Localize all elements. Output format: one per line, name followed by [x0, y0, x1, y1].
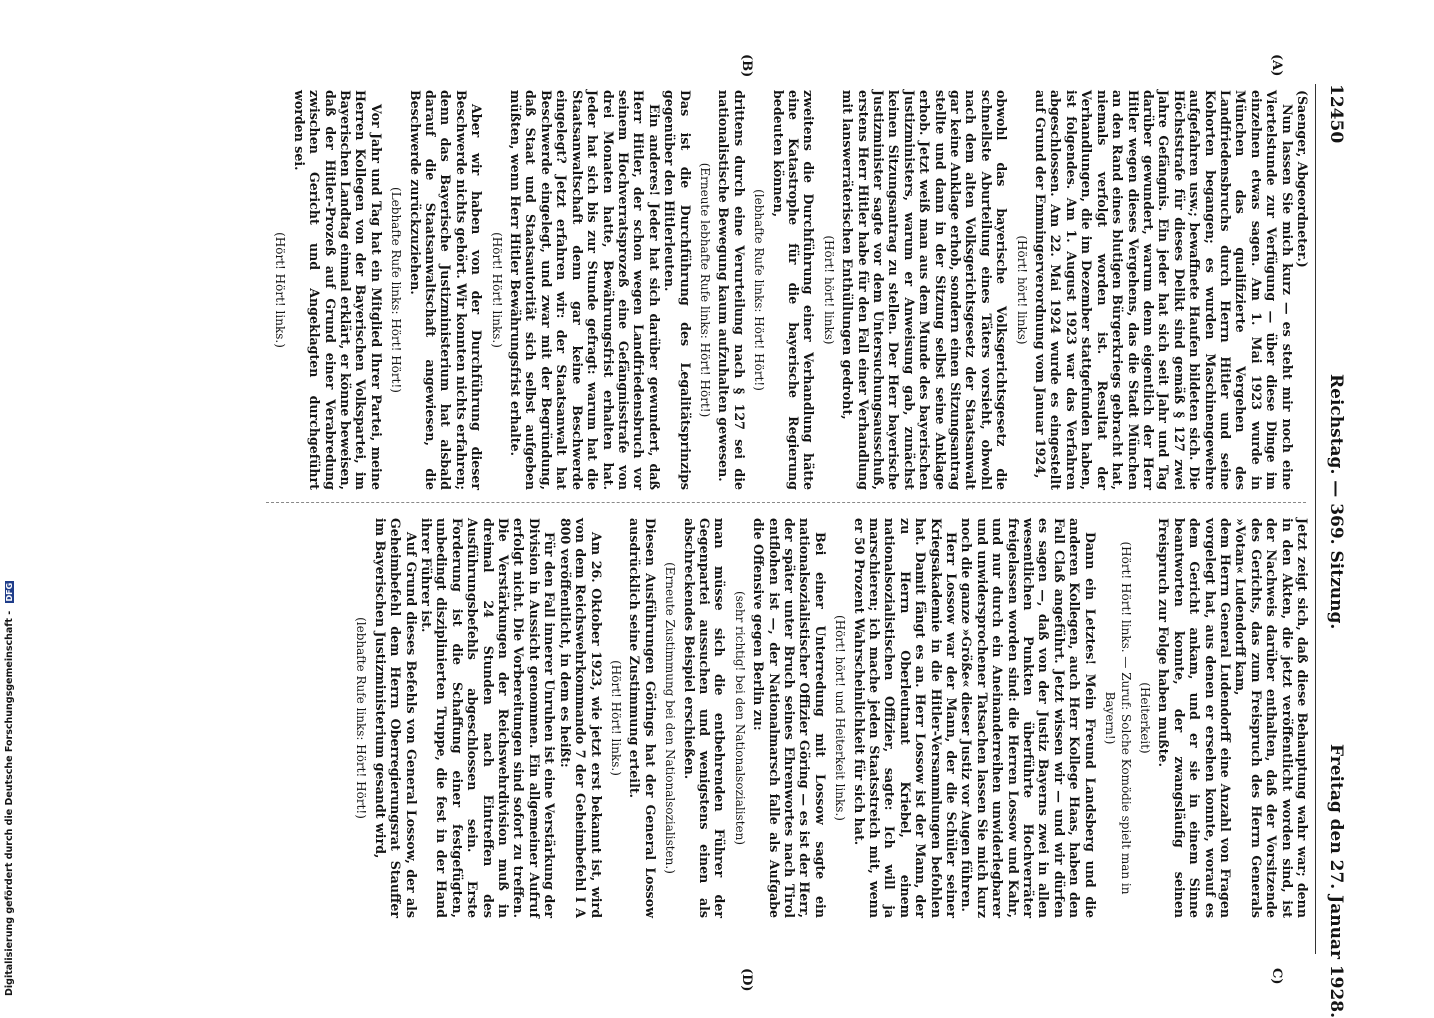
assembly-session: Reichstag. — 369. Sitzung.	[1326, 374, 1346, 630]
column-divider	[266, 502, 1306, 504]
right-paragraph: Herr Lossow war der Mann, der die Schüler seiner Kriegsakademie in die Hitler-Versammlungen befohlen hat. Damit fängt es an. Herr Lossow ist der Mann, der zu Herrn Oberleutnant Kriebel, einem nationalsozialistischen Offizier, sagte: Ich will ja marschieren; ich mache jeden Staatsstreich mit, wenn er 50 Prozent Wahrscheinlichkeit für sich hat.	[851, 518, 960, 918]
margin-marker-a: (A)	[1269, 54, 1284, 77]
right-interjection: (sehr richtig! bei den Nationalsozialisten)	[732, 590, 747, 846]
right-interjection: (Erneute Zustimmung bei den Nationalsozialisten.)	[663, 562, 678, 874]
left-interjection: (Hört! hört! links)	[821, 235, 836, 345]
left-interjection: (Erneute lebhafte Rufe links: Hört! Hört!)	[697, 162, 712, 418]
right-interjection: (Heiterkeit)	[1137, 682, 1152, 754]
right-paragraph: Bei einer Unterredung mit Lossow sagte ein nationalsozialistischer Offizier Göring — es ist der Herr, der später unter Bruch seines Ehrenwortes nach Tirol entflohen ist —, der Nationalmarsch falle als Aufgabe die Offensive gegen Berlin zu:	[751, 518, 828, 918]
left-paragraph: drittens durch eine Verurteilung nach § 127 sei die nationalistische Bewegung kaum aufzuhalten gewesen.	[716, 90, 747, 490]
left-text-column	[268, 90, 1310, 490]
margin-marker-b: (B)	[739, 54, 754, 78]
left-paragraph: (Saenger, Abgeordneter.)	[1295, 90, 1310, 268]
right-interjection: (Hört! Hört! links. — Zuruf: Solche Komödie spielt man in Bayern!)	[1103, 541, 1133, 895]
footer-strip	[4, 0, 18, 1000]
right-text-column	[349, 518, 1310, 918]
left-paragraph: Vor Jahr und Tag hat ein Mitglied Ihrer Partei, meine Herren Kollegen von der Bayerischen Volkspartei, im Bayerischen Landtag einmal erklärt, er könne beweisen, daß der Hitler-Prozeß auf Grund einer Verabredung zwischen Gericht und Angeklagten durchgeführt worden sei.	[291, 90, 384, 490]
page-header	[1316, 84, 1346, 1018]
right-paragraph: man müsse sich die entbehrenden Führer der Gegenpartei aussuchen und wenigstens einen als abschreckendes Beispiel erschießen.	[681, 518, 728, 918]
right-paragraph: Jetzt zeigt sich, daß diese Behauptung wahr war; denn in den Akten, die jetzt veröffentlicht worden sind, ist der Nachweis darüber enthalten, daß der Vorsitzende des Gerichts, das zum Freispruch des Herrn Generals »Votan« Ludendorff kam,	[1233, 518, 1310, 918]
right-paragraph: Dann ein Letztes! Mein Freund Landsberg und die anderen Kollegen, auch Herr Kollege Haas, haben den Fall Claß angeführt. Jetzt wissen wir — und wir dürfen es sagen —, daß von der Justiz Bayerns zwei in allen wesentlichen Punkten überführte Hochverräter freigelassen worden sind: die Herren Lossow und Kahr, und nur durch ein Aneinanderreihen unwiderlegbarer und unwidersprochener Tatsachen lassen Sie mich kurz noch die ganze »Größe« dieser Justiz vor Augen führen.	[959, 518, 1098, 918]
right-interjection: (Hört! Hört! links.)	[608, 660, 623, 776]
header-rule	[1315, 84, 1316, 954]
dfg-logo: DFG	[5, 582, 14, 602]
margin-marker-d: (D)	[739, 968, 754, 992]
right-paragraph: Auf Grund dieses Befehls von General Lossow, der als Geheimbefehl dem Herrn Oberregierungsrat Stauffer im Bayerischen Justizministerium gesandt wird,	[372, 518, 419, 918]
digitization-credit: Digitalisierung gefördert durch die Deutsche Forschungsgemeinschaft -	[4, 610, 15, 996]
right-interjection: (Hört! hört! und Heiterkeit links.)	[833, 615, 848, 821]
page-number: 12450	[1326, 84, 1346, 144]
left-interjection: (Hört! hört! links)	[1014, 235, 1029, 345]
left-paragraph: zweitens die Durchführung einer Verhandlung hätte eine Katastrophe für die bayerische Regierung bedeuten können,	[770, 90, 817, 490]
right-paragraph: Für den Fall innerer Unruhen ist eine Verstärkung der Division in Aussicht genommen. Ein allgemeiner Aufruf erfolgt nicht. Die Vorbereitungen sind sofort zu treffen. Die Verstärkungen der Reichswehrdivision muß in dreimal 24 Stunden nach Eintreffen des Ausführungsbefehls abgeschlossen sein. Erste Forderung ist die Schaffung einer festgefügten, unbedingt disziplinierten Truppe, die fest in der Hand ihrer Führer ist.	[419, 518, 558, 918]
left-paragraph: Nun lassen Sie mich kurz — es steht mir noch eine Viertelstunde zur Verfügung — über diese Dinge im einzelnen etwas sagen. Am 1. Mai 1923 wurde in München das qualifizierte Vergehen des Landfriedensbruchs durch Herrn Hitler und seine Kohorten begangen; es wurden Maschinengewehre aufgefahren usw.; bewaffnete Haufen bildeten sich. Die Höchststrafe für dieses Delikt sind gemäß § 127 zwei Jahre Gefängnis. Ein jeder hat sich seit Jahr und Tag darüber gewundert, warum denn eigentlich der Herr Hitler wegen dieses Vergehens, das die Stadt München an den Rand eines blutigen Bürgerkriegs gebracht hat, niemals verfolgt worden ist. Resultat der Verhandlungen, die im Dezember stattgefunden haben, ist folgendes. Am 1. August 1923 war das Verfahren abgeschlossen. Am 22. Mai 1924 wurde es eingestellt auf Grund der Emmingerverordnung vom Januar 1924,	[1033, 90, 1295, 490]
left-interjection: (Lebhafte Rufe links: Hört! Hört!)	[389, 187, 404, 393]
left-paragraph: Aber wir haben von der Durchführung dieser Beschwerde nichts gehört. Wir konnten nichts erfahren; denn das Bayerische Justizministerium hat alsbald darauf die Staatsanwaltschaft angewiesen, die Beschwerde zurückzuziehen.	[407, 90, 485, 490]
left-interjection: (Hört! Hört! links.)	[489, 232, 504, 348]
right-paragraph: dem Herrn General Ludendorff eine Anzahl von Fragen vorgelegt hat, aus denen er ersehen konnte, worauf es dem Gericht ankam, und er sie in einem Sinne beantworten konnte, der zwangsläufig seinen Freispruch zur Folge haben mußte.	[1156, 518, 1233, 918]
left-interjection: (lebhafte Rufe links: Hört! Hört!)	[752, 189, 767, 391]
left-paragraph: obwohl das bayerische Volksgerichtsgesetz die schnellste Aburteilung eines Täters vorsieht, obwohl nach dem alten Volksgerichtsgesetz der Staatsanwalt gar keine Anklage erhob, sondern einen Sitzungsantrag stellte und dann in der Sitzung selbst seine Anklage erhob. Jetzt weiß man aus dem Munde des bayerischen Justizministers, warum er Anweisung gab, zunächst keinen Sitzungsantrag zu stellen. Der Herr bayerische Justizminister sagte vor dem Untersuchungsausschuß, erstens Herr Hitler habe für den Fall einer Verhandlung mit lanswerräterischen Enthüllungen gedroht,	[840, 90, 1010, 490]
right-paragraph: Am 26. Oktober 1923, wie jetzt erst bekannt ist, wird von dem Reichswehrkommando 7 der Geheimbefehl I A 800 veröffentlicht, in dem es heißt:	[557, 518, 604, 918]
session-date: Freitag den 27. Januar 1928.	[1326, 744, 1346, 1018]
left-paragraph: Ein anderes! Jeder hat sich darüber gewundert, daß Herr Hitler, der schon wegen Landfriedensbruch vor seinem Hochverratsprozeß eine Gefängnisstrafe von drei Monaten hatte, Bewährungsfrist erhalten hat. Jeder hat sich bis zur Stunde gefragt: warum hat die Staatsanwaltschaft denn gar keine Beschwerde eingelegt? Jetzt erfahren wir: der Staatsanwalt hat Beschwerde eingelegt, und zwar mit der Begründung, daß Staat und Staatsautorität sich selbst aufgeben müßten, wenn Herr Hitler Bewährungsfrist erhalte.	[508, 90, 662, 490]
margin-marker-c: C)	[1269, 968, 1284, 985]
left-interjection: (Hört! Hört! links.)	[273, 232, 288, 348]
left-paragraph: Das ist die Durchführung des Legalitätsprinzips gegenüber den Hitlerleuten.	[662, 90, 693, 490]
right-interjection: (lebhafte Rufe links: Hört! Hört!)	[354, 617, 369, 819]
right-paragraph: Diesen Ausführungen Görings hat der General Lossow ausdrücklich seine Zustimmung erteilt.	[627, 518, 658, 918]
